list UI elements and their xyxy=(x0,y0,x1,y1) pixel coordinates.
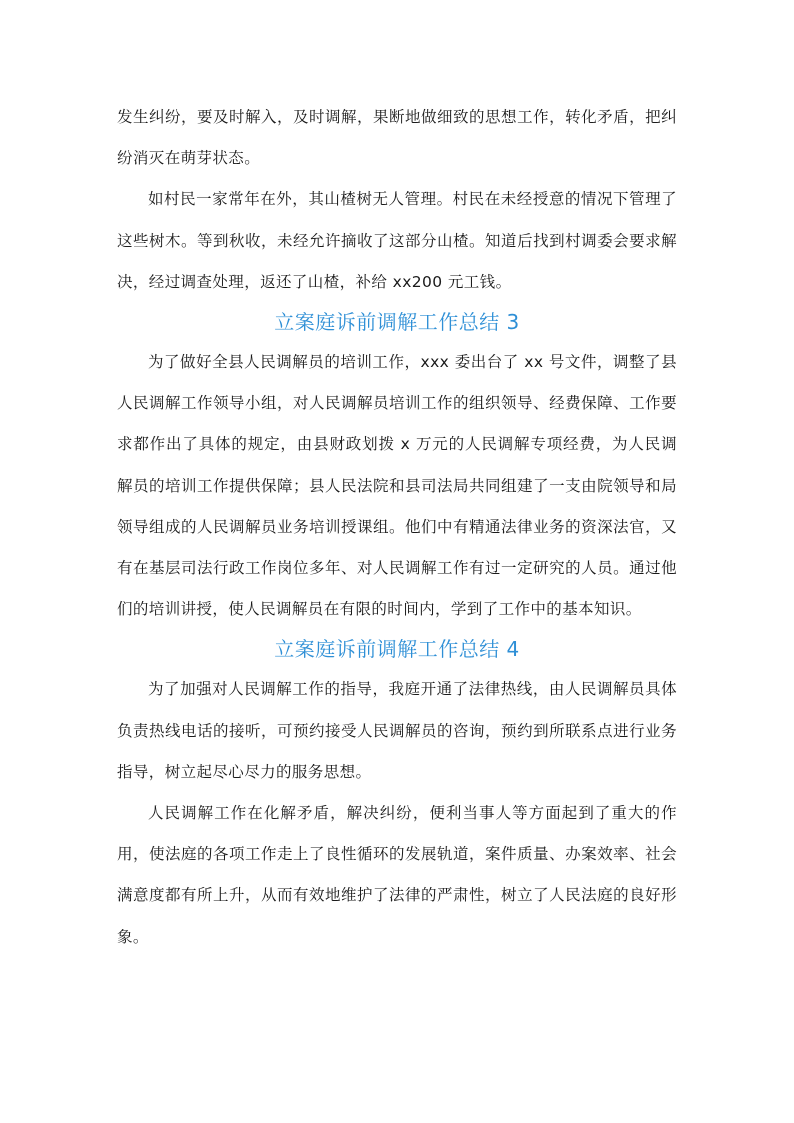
section-3-paragraph-1: 为了做好全县人民调解员的培训工作，xxx 委出台了 xx 号文件，调整了县人民调解工作领导小组，对人民调解员培训工作的组织领导、经费保障、工作要求都作出了具体的规定，由县财政划拨 x 万元的人民调解专项经费，为人民调解员的培训工作提供保障；县人民法院和县司法局共同组建了一支由院领导和局领导组成的人民调解员业务培训授课组。他们中有精通法律业务的资深法官，又有在基层司法行政工作岗位多年、对人民调解工作有过一定研究的人员。通过他们的培训讲授，使人民调解员在有限的时间内，学到了工作中的基本知识。 xyxy=(117,353,677,619)
document-body xyxy=(117,97,677,958)
section-4-paragraph-2: 人民调解工作在化解矛盾，解决纠纷，便利当事人等方面起到了重大的作用，使法庭的各项工作走上了良性循环的发展轨道，案件质量、办案效率、社会满意度都有所上升，从而有效地维护了法律的严肃性，树立了人民法庭的良好形象。 xyxy=(117,804,677,946)
intro-paragraph-1: 发生纠纷，要及时解入，及时调解，果断地做细致的思想工作，转化矛盾，把纠纷消灭在萌芽状态。 xyxy=(117,108,677,168)
section-heading-4: 立案庭诉前调解工作总结 4 xyxy=(274,637,520,662)
section-heading-3: 立案庭诉前调解工作总结 3 xyxy=(274,310,520,335)
section-4-paragraph-1: 为了加强对人民调解工作的指导，我庭开通了法律热线，由人民调解员具体负责热线电话的接听，可预约接受人民调解员的咨询，预约到所联系点进行业务指导，树立起尽心尽力的服务思想。 xyxy=(117,680,677,781)
intro-paragraph-2: 如村民一家常年在外，其山楂树无人管理。村民在未经授意的情况下管理了这些树木。等到秋收，未经允许摘收了这部分山楂。知道后找到村调委会要求解决，经过调查处理，返还了山楂，补给 xx200 元工钱。 xyxy=(117,190,677,291)
